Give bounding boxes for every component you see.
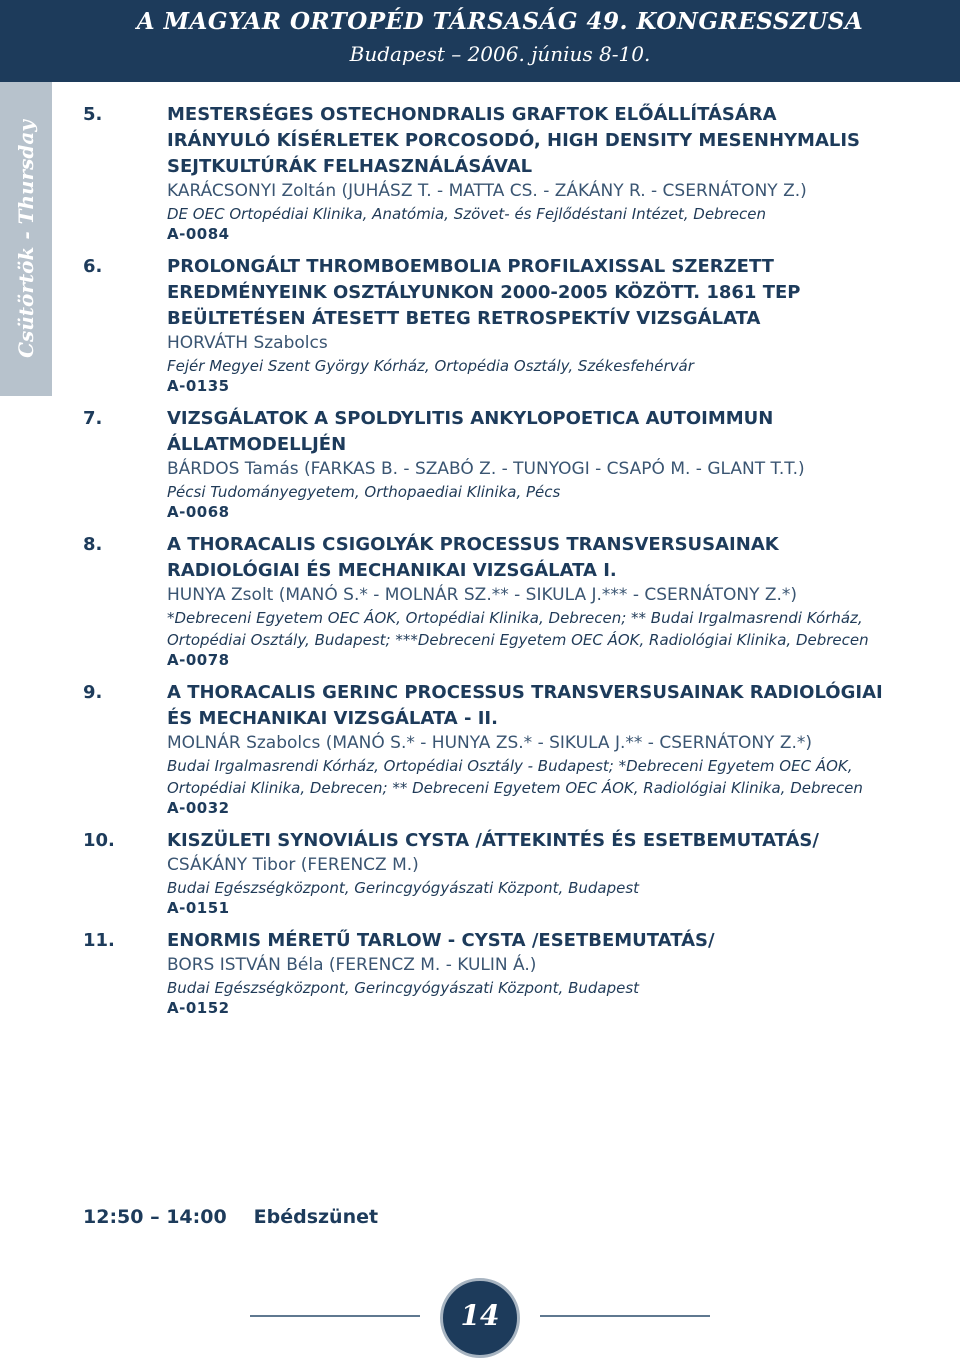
congress-title: A MAGYAR ORTOPÉD TÁRSASÁG 49. KONGRESSZUSA xyxy=(136,8,864,35)
page-rule-left xyxy=(250,1315,420,1317)
entry-title: A THORACALIS CSIGOLYÁK PROCESSUS TRANSVERSUSAINAK RADIOLÓGIAI ÉS MECHANIKAI VIZSGÁLATA I. xyxy=(167,534,779,581)
page-rule-right xyxy=(540,1315,710,1317)
entry-authors: MOLNÁR Szabolcs (MANÓ S.* - HUNYA ZS.* - SIKULA J.** - CSERNÁTONY Z.*) xyxy=(167,733,813,753)
entry-title: VIZSGÁLATOK A SPOLDYLITIS ANKYLOPOETICA AUTOIMMUN ÁLLATMODELLJÉN xyxy=(167,408,774,455)
entry-title: PROLONGÁLT THROMBOEMBOLIA PROFILAXISSAL SZERZETT EREDMÉNYEINK OSZTÁLYUNKON 2000-2005 KÖZÖTT. 1861 TEP BEÜLTETÉSEN ÁTESETT BETEG RETROSPEKTÍV VIZSGÁLATA xyxy=(167,256,801,329)
entry-number: 10. xyxy=(83,830,115,851)
lunch-time: 12:50 – 14:00 xyxy=(83,1206,227,1228)
entry-institution: Budai Irgalmasrendi Kórház, Ortopédiai Osztály - Budapest; *Debreceni Egyetem OEC ÁOK, Ortopédiai Klinika, Debrecen; ** Debreceni Egyetem OEC ÁOK, Radiológiai Klinika, Debrecen xyxy=(167,757,863,797)
congress-subtitle: Budapest – 2006. június 8-10. xyxy=(349,42,651,66)
entry-code: A-0152 xyxy=(167,999,230,1017)
abstract-entry xyxy=(83,828,883,918)
entry-institution: *Debreceni Egyetem OEC ÁOK, Ortopédiai Klinika, Debrecen; ** Budai Irgalmasrendi Kórház, Ortopédiai Osztály, Budapest; ***Debreceni Egyetem OEC ÁOK, Radiológiai Klinika, Debrecen xyxy=(167,609,869,649)
entry-code: A-0151 xyxy=(167,899,230,917)
entry-code: A-0032 xyxy=(167,799,230,817)
entry-authors: BORS ISTVÁN Béla (FERENCZ M. - KULIN Á.) xyxy=(167,955,537,975)
entry-number: 7. xyxy=(83,408,103,429)
entry-institution: Pécsi Tudományegyetem, Orthopaediai Klinika, Pécs xyxy=(167,483,561,501)
entry-title: A THORACALIS GERINC PROCESSUS TRANSVERSUSAINAK RADIOLÓGIAI ÉS MECHANIKAI VIZSGÁLATA - II. xyxy=(167,682,883,729)
entry-number: 8. xyxy=(83,534,103,555)
day-side-tab-label: Csütörtök - Thursday xyxy=(14,120,38,358)
entry-institution: Fejér Megyei Szent György Kórház, Ortopédia Osztály, Székesfehérvár xyxy=(167,357,694,375)
entry-authors: BÁRDOS Tamás (FARKAS B. - SZABÓ Z. - TUNYOGI - CSAPÓ M. - GLANT T.T.) xyxy=(167,459,805,479)
abstract-entry xyxy=(83,928,883,1018)
abstract-list xyxy=(83,102,883,1028)
entry-title: KISZÜLETI SYNOVIÁLIS CYSTA /ÁTTEKINTÉS ÉS ESETBEMUTATÁS/ xyxy=(167,830,819,851)
entry-number: 11. xyxy=(83,930,115,951)
abstract-entry xyxy=(83,680,883,818)
page-header xyxy=(0,0,960,82)
entry-code: A-0135 xyxy=(167,377,230,395)
entry-authors: HUNYA Zsolt (MANÓ S.* - MOLNÁR SZ.** - SIKULA J.*** - CSERNÁTONY Z.*) xyxy=(167,585,798,605)
entry-number: 5. xyxy=(83,104,103,125)
entry-institution: Budai Egészségközpont, Gerincgyógyászati Központ, Budapest xyxy=(167,979,640,997)
day-side-tab xyxy=(0,82,52,396)
page-number-badge: 14 xyxy=(440,1278,520,1358)
entry-authors: CSÁKÁNY Tibor (FERENCZ M.) xyxy=(167,855,419,875)
entry-authors: HORVÁTH Szabolcs xyxy=(167,333,328,353)
abstract-entry xyxy=(83,102,883,244)
entry-code: A-0068 xyxy=(167,503,230,521)
entry-authors: KARÁCSONYI Zoltán (JUHÁSZ T. - MATTA CS. - ZÁKÁNY R. - CSERNÁTONY Z.) xyxy=(167,181,807,201)
lunch-label: Ebédszünet xyxy=(253,1206,379,1228)
entry-title: MESTERSÉGES OSTECHONDRALIS GRAFTOK ELŐÁLLÍTÁSÁRA IRÁNYULÓ KÍSÉRLETEK PORCOSODÓ, HIGH DENSITY MESENHYMALIS SEJTKULTÚRÁK FELHASZNÁLÁSÁVAL xyxy=(167,104,861,177)
abstract-entry xyxy=(83,406,883,522)
entry-institution: Budai Egészségközpont, Gerincgyógyászati Központ, Budapest xyxy=(167,879,640,897)
entry-code: A-0084 xyxy=(167,225,230,243)
lunch-break-row xyxy=(83,1206,378,1228)
entry-number: 9. xyxy=(83,682,103,703)
entry-title: ENORMIS MÉRETŰ TARLOW - CYSTA /ESETBEMUTATÁS/ xyxy=(167,930,715,951)
abstract-entry xyxy=(83,254,883,396)
entry-number: 6. xyxy=(83,256,103,277)
entry-code: A-0078 xyxy=(167,651,230,669)
entry-institution: DE OEC Ortopédiai Klinika, Anatómia, Szövet- és Fejlődéstani Intézet, Debrecen xyxy=(167,205,766,223)
abstract-entry xyxy=(83,532,883,670)
